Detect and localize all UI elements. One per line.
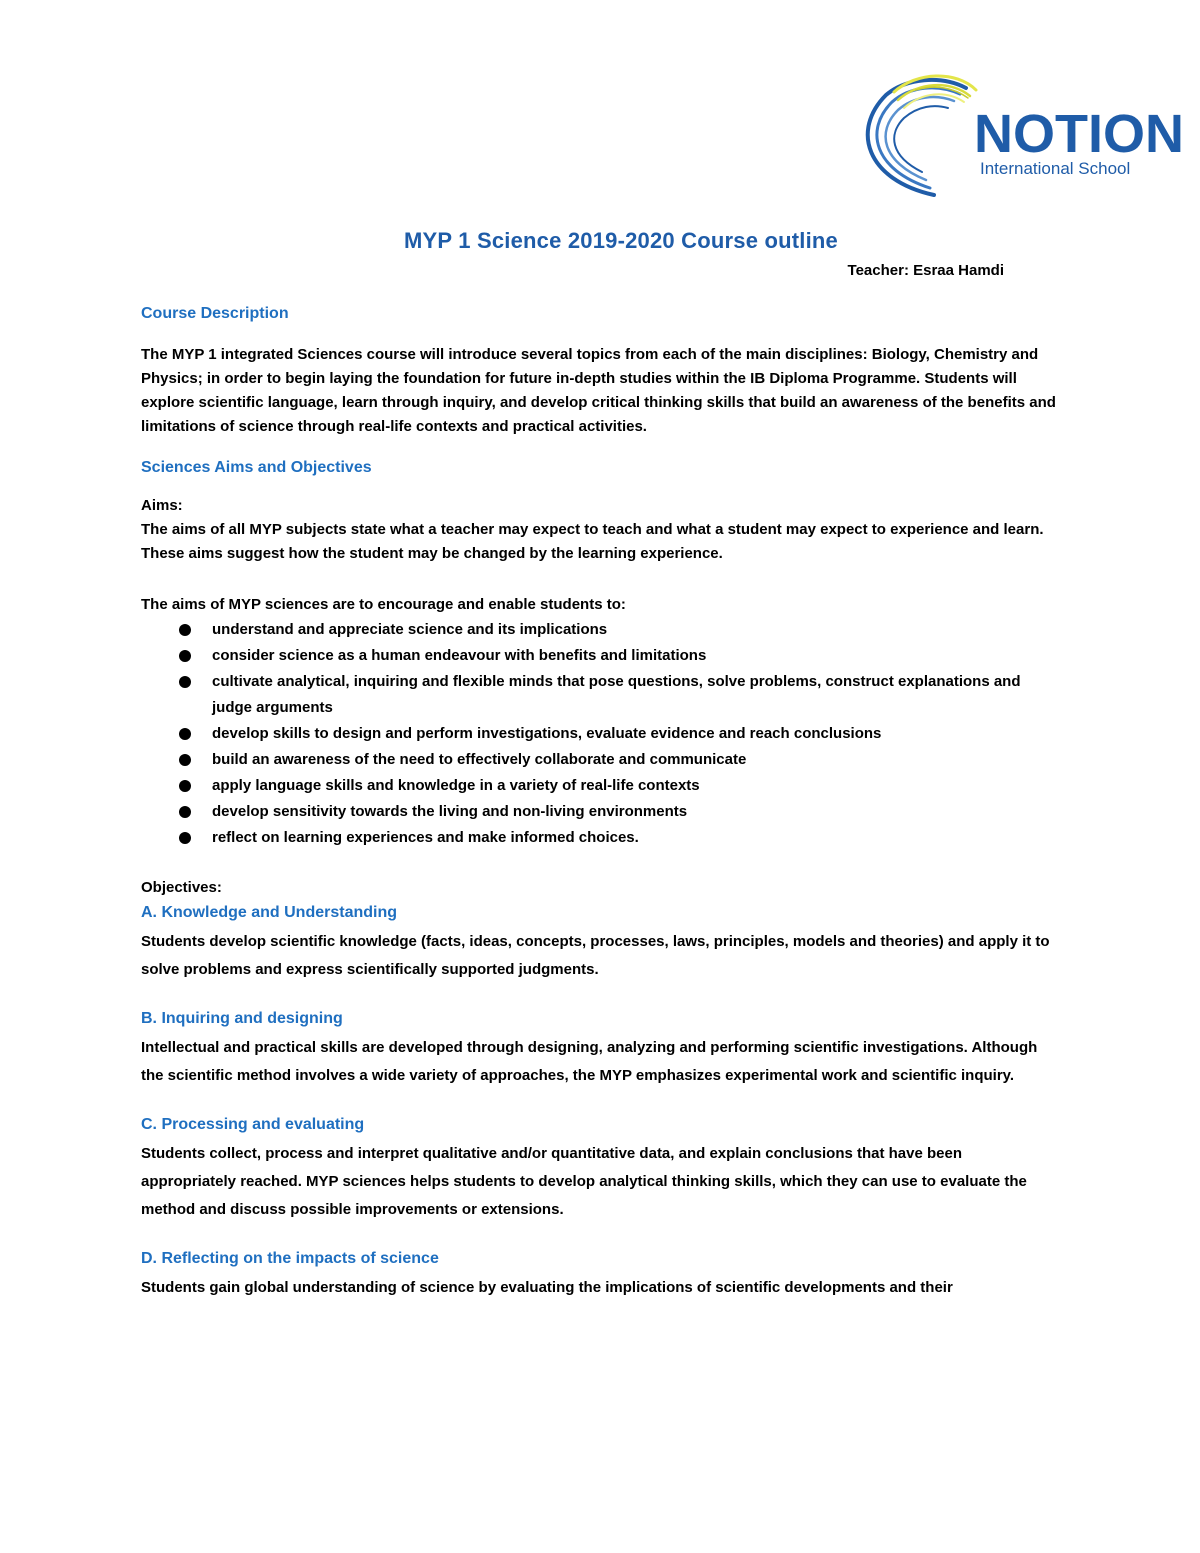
objectives-label: Objectives:: [141, 879, 222, 896]
page-title: MYP 1 Science 2019-2020 Course outline: [404, 228, 838, 253]
objective-b-heading: B. Inquiring and designing: [141, 1010, 343, 1027]
course-description-text: The MYP 1 integrated Sciences course will introduce several topics from each of the main disciplines: Biology, Chemistry and Physics; in order to begin laying the foundation for future in-depth studies within the IB Diploma Programme. Students will explore scientific language, learn through inquiry, and develop critical thinking skills that build an awareness of the benefits and limitations of science through real-life contexts and practical activities.: [141, 346, 1056, 435]
aim-item: understand and appreciate science and its implications: [179, 617, 1061, 643]
logo-wordmark: NOTION: [974, 104, 1184, 164]
objective-d-text: Students gain global understanding of science by evaluating the implications of scientific developments and their: [141, 1279, 953, 1296]
aim-item: reflect on learning experiences and make informed choices.: [179, 825, 1061, 851]
objective-c-text: Students collect, process and interpret qualitative and/or quantitative data, and explain conclusions that have been appropriately reached. MYP sciences helps students to develop analytical thinking skills, which they can use to evaluate the method and discuss possible improvements or extensions.: [141, 1145, 1027, 1218]
notion-logo-mark: [846, 70, 1196, 200]
document-body: [141, 228, 1061, 1328]
objective-a-text: Students develop scientific knowledge (facts, ideas, concepts, processes, laws, principles, models and theories) and apply it to solve problems and express scientifically supported judgments.: [141, 933, 1050, 978]
aim-item: cultivate analytical, inquiring and flexible minds that pose questions, solve problems, construct explanations and judge arguments: [179, 669, 1061, 721]
course-description-heading: Course Description: [141, 305, 289, 322]
objective-b-text: Intellectual and practical skills are developed through designing, analyzing and performing scientific investigations. Although the scientific method involves a wide variety of approaches, the MYP emphasizes experimental work and scientific inquiry.: [141, 1039, 1038, 1084]
aim-item: build an awareness of the need to effectively collaborate and communicate: [179, 747, 1061, 773]
school-logo: [846, 70, 1196, 200]
aims-label: Aims:: [141, 497, 183, 514]
aim-item: apply language skills and knowledge in a variety of real-life contexts: [179, 773, 1061, 799]
aim-item: develop sensitivity towards the living and non-living environments: [179, 799, 1061, 825]
objective-d-heading: D. Reflecting on the impacts of science: [141, 1250, 439, 1267]
aim-item: develop skills to design and perform investigations, evaluate evidence and reach conclusions: [179, 721, 1061, 747]
logo-subtitle: International School: [980, 159, 1131, 178]
aims-list: [141, 617, 1061, 851]
aims-objectives-heading: Sciences Aims and Objectives: [141, 459, 372, 476]
objective-c-heading: C. Processing and evaluating: [141, 1116, 365, 1133]
aims-intro: The aims of all MYP subjects state what a teacher may expect to teach and what a student may expect to experience and learn. These aims suggest how the student may be changed by the learning experience.: [141, 521, 1044, 562]
objective-a-heading: A. Knowledge and Understanding: [141, 904, 398, 921]
aims-list-intro: The aims of MYP sciences are to encourage and enable students to:: [141, 596, 626, 613]
teacher-name: Teacher: Esraa Hamdi: [847, 262, 1004, 279]
aim-item: consider science as a human endeavour with benefits and limitations: [179, 643, 1061, 669]
